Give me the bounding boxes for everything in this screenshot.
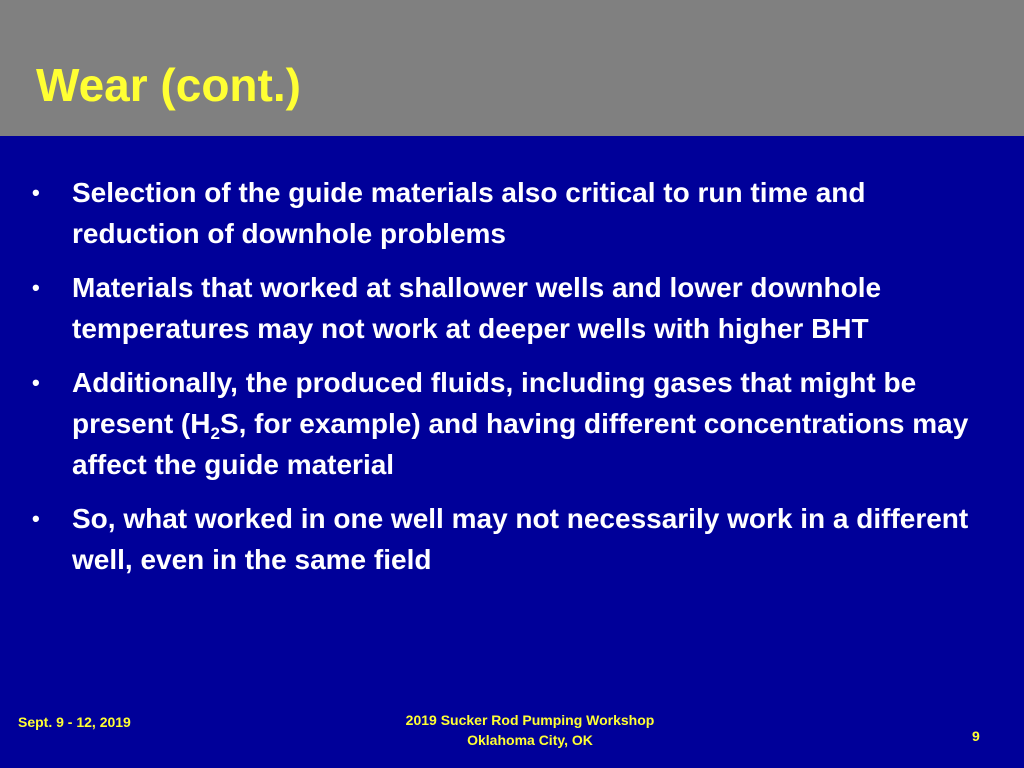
bullet-item	[30, 172, 970, 254]
bullet-item	[30, 498, 970, 580]
bullet-item	[30, 267, 970, 349]
footer-event-info	[330, 710, 730, 750]
bullet-icon: •	[32, 180, 40, 205]
subscript: 2	[210, 424, 220, 443]
bullet-text-start: Additionally, the produced fluids, including gases that might be present (H	[72, 367, 917, 439]
bullet-text: So, what worked in one well may not necessarily work in a different well, even in the same field	[72, 503, 969, 575]
bullet-text: Selection of the guide materials also critical to run time and reduction of downhole problems	[72, 177, 866, 249]
footer-date: Sept. 9 - 12, 2019	[18, 714, 131, 730]
bullet-list	[30, 172, 970, 593]
slide-title: Wear (cont.)	[36, 59, 301, 111]
bullet-icon: •	[32, 370, 40, 395]
page-number: 9	[972, 728, 980, 744]
bullet-icon: •	[32, 275, 40, 300]
bullet-text-end: S, for example) and having different concentrations may affect the guide material	[72, 408, 969, 480]
title-bar	[0, 0, 1024, 136]
bullet-item	[30, 362, 970, 485]
bullet-text: Materials that worked at shallower wells and lower downhole temperatures may not work at deeper wells with higher BHT	[72, 272, 882, 344]
bullet-icon: •	[32, 506, 40, 531]
footer-location: Oklahoma City, OK	[467, 732, 593, 748]
footer-event: 2019 Sucker Rod Pumping Workshop	[405, 712, 655, 728]
